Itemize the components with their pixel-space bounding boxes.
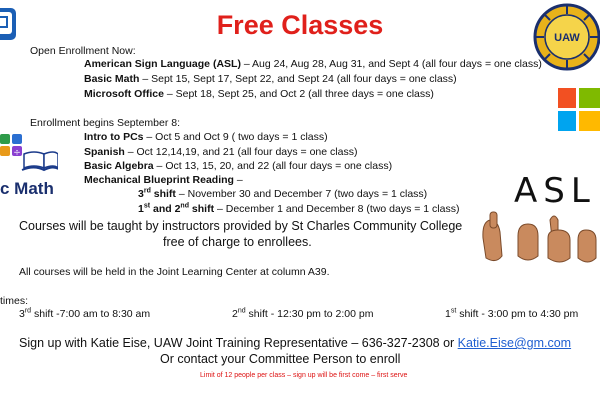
class-algebra [84, 160, 392, 173]
uaw-seal-label: UAW [554, 32, 580, 44]
class-ms-office [84, 88, 434, 101]
asl-label: ASL [514, 171, 596, 211]
time-2nd-shift: 2nd shift - 12:30 pm to 2:00 pm [232, 307, 374, 320]
sept-enrollment-heading: Enrollment begins September 8: [30, 117, 180, 129]
class-detail: – Oct 13, 15, 20, and 22 (all four days = one class) [153, 160, 393, 172]
asl-hands-icon [478, 160, 598, 278]
signup-line [19, 336, 571, 351]
time-1st-shift: 1st shift - 3:00 pm to 4:30 pm [445, 307, 579, 320]
instructors-line-1: Courses will be taught by instructors provided by St Charles Community College [19, 219, 463, 233]
location-text: All courses will be held in the Joint Learning Center at column A39. [19, 266, 330, 278]
open-enrollment-heading: Open Enrollment Now: [30, 45, 136, 57]
class-name: American Sign Language (ASL) [84, 58, 241, 70]
math-label: c Math [0, 179, 54, 198]
math-book-icon [0, 132, 58, 200]
page-title: Free Classes [216, 10, 384, 40]
times-heading: times: [0, 295, 29, 307]
class-basic-math [84, 73, 457, 86]
class-name: Mechanical Blueprint Reading [84, 174, 234, 186]
class-spanish [84, 146, 357, 159]
time-3rd-shift: 3rd shift -7:00 am to 8:30 am [19, 307, 151, 320]
limit-note: Limit of 12 people per class – sign up will be first come – first serve [200, 372, 408, 379]
class-intro-pcs [84, 131, 328, 144]
email-link[interactable]: Katie.Eise@gm.com [457, 336, 572, 350]
class-name: Basic Math [84, 73, 140, 85]
class-detail: – Sept 18, Sept 25, and Oct 2 (all three days = one class) [163, 88, 434, 100]
microsoft-windows-icon [556, 86, 600, 134]
class-asl [84, 58, 542, 71]
class-detail: – Oct 5 and Oct 9 ( two days = 1 class) [143, 131, 328, 143]
blueprint-shift3: 3rd shift – November 30 and December 7 (two days = 1 class) [138, 187, 428, 200]
class-detail: – Aug 24, Aug 28, Aug 31, and Sept 4 (all four days = one class) [240, 58, 542, 70]
class-blueprint [84, 174, 243, 187]
svg-text:÷: ÷ [13, 148, 21, 158]
class-name: Basic Algebra [84, 160, 154, 172]
class-name: Intro to PCs [84, 131, 144, 143]
class-detail: – Oct 12,14,19, and 21 (all four days = one class) [124, 146, 358, 158]
class-detail: – [233, 174, 243, 186]
signup-text: Sign up with Katie Eise, UAW Joint Training Representative – 636-327-2308 or [19, 336, 458, 350]
instructors-line-2: free of charge to enrollees. [163, 235, 312, 249]
committee-line: Or contact your Committee Person to enroll [160, 352, 401, 366]
blueprint-shift12: 1st and 2nd shift – December 1 and December 8 (two days = 1 class) [138, 202, 460, 215]
class-detail: – Sept 15, Sept 17, Sept 22, and Sept 24 (all four days = one class) [139, 73, 457, 85]
class-name: Spanish [84, 146, 125, 158]
class-name: Microsoft Office [84, 88, 164, 100]
